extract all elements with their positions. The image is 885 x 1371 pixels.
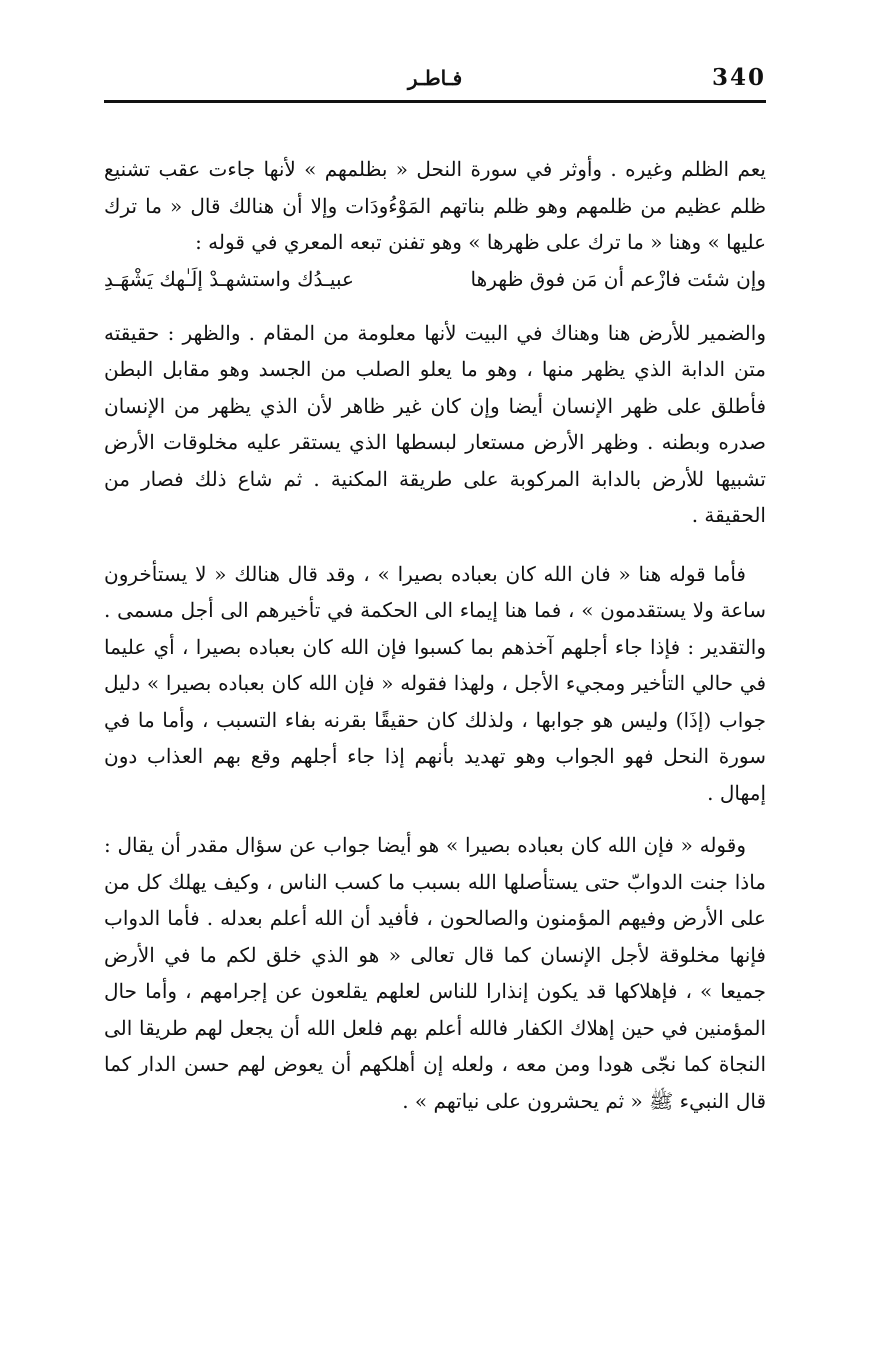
page-body	[104, 151, 766, 1119]
book-page	[104, 58, 766, 1208]
running-head: فـاطـر	[407, 66, 463, 90]
paragraph-1: يعم الظلم وغيره . وأوثر في سورة النحل « بظلمهم » لأنها جاءت عقب تشنيع ظلم عظيم من ظلمهم وهو ظلم بناتهم المَوْءُودَات وإلا أن هنالك قال « ما ترك عليها » وهنا « ما ترك على ظهرها » وهو تفنن تبعه المعري في قوله :	[104, 157, 766, 254]
paragraph-2: والضمير للأرض هنا وهناك في البيت لأنها معلومة من المقام . والظهر : حقيقته متن الدابة الذي يظهر منها ، وهو ما يعلو الصلب من الجسد وهو مقابل البطن فأطلق على ظهر الإنسان أيضا وإن كان غير ظاهر لأن الذي يظهر من الإنسان صدره وبطنه . وظهر الأرض مستعار لبسطها الذي يستقر عليه مخلوقات الأرض تشبيها للأرض بالدابة المركوبة على طريقة المكنية . ثم شاع ذلك فصار من الحقيقة .	[104, 320, 766, 527]
paragraph-4: وقوله « فإن الله كان بعباده بصيرا » هو أيضا جواب عن سؤال مقدر أن يقال : ماذا جنت الدوابّ حتى يستأصلها الله بسبب ما كسب الناس ، وكيف يهلك كل من على الأرض وفيهم المؤمنون والصالحون ، فأفيد أن الله أعلم بعدله . فأما الدواب فإنها مخلوقة لأجل الإنسان كما قال تعالى « هو الذي خلق لكم ما في الأرض جميعا » ، فإهلاكها قد يكون إنذارا للناس لعلهم يقلعون عن إجرامهم ، وأما حال المؤمنين في حين إهلاك الكفار فالله أعلم بهم فلعل الله أن يجعل لهم طريقا الى النجاة كما نجّى هودا ومن معه ، ولعله إن أهلكهم أن يعوض لهم حسن الدار كما قال النبيء ﷺ « ثم يحشرون على نياتهم » .	[104, 833, 766, 1113]
verse-hemistich-first: وإن شئت فازْعم أن مَن فوق ظهرها	[470, 266, 766, 291]
poetry-verse	[104, 261, 766, 297]
paragraph-3: فأما قوله هنا « فان الله كان بعباده بصيرا » ، وقد قال هنالك « لا يستأخرون ساعة ولا يستقدمون » ، فما هنا إيماء الى الحكمة في تأخيرهم الى أجل مسمى . والتقدير : فإذا جاء أجلهم آخذهم بما كسبوا فإن الله كان بعباده بصيرا ، أي عليما في حالي التأخير ومجيء الأجل ، ولهذا فقوله « فإن الله كان بعباده بصيرا » دليل جواب (إذَا) وليس هو جوابها ، ولذلك كان حقيقًا بقرنه بفاء التسبب ، وأما ما في سورة النحل فهو الجواب وهو تهديد بأنهم إذا جاء أجلهم وقع بهم العذاب دون إمهال .	[104, 561, 766, 805]
page-header	[104, 58, 766, 103]
verse-hemistich-second: عبيـدُك واستشهـدْ إلَـٰهك يَشْهَـدِ	[104, 266, 354, 291]
page-number: 340	[711, 64, 766, 91]
